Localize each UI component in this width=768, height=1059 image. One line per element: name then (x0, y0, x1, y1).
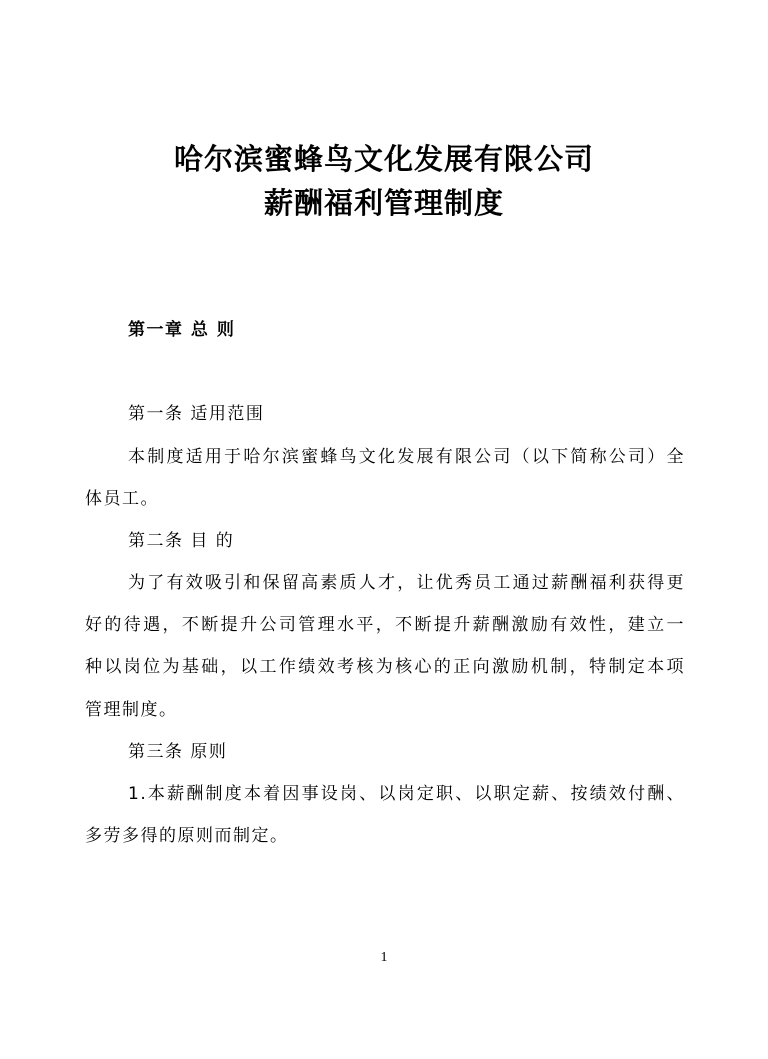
article-1-heading: 第一条 适用范围 (128, 404, 265, 424)
article-2-paragraph-line: 为了有效吸引和保留高素质人才，让优秀员工通过薪酬福利获得更 (128, 573, 685, 593)
document-title-company: 哈尔滨蜜蜂鸟文化发展有限公司 (173, 142, 594, 176)
chapter-heading: 第一章 总 则 (128, 320, 236, 340)
article-3-paragraph-line: 多劳多得的原则而制定。 (85, 826, 289, 846)
article-2-heading: 第二条 目 的 (128, 531, 235, 551)
page-number: 1 (380, 950, 388, 965)
article-1-paragraph-line: 本制度适用于哈尔滨蜜蜂鸟文化发展有限公司（以下简称公司）全 (128, 447, 685, 467)
document-title-policy: 薪酬福利管理制度 (263, 186, 504, 220)
article-3-paragraph-line: 1.本薪酬制度本着因事设岗、以岗定职、以职定薪、按绩效付酬、 (128, 784, 685, 804)
article-2-paragraph-line: 种以岗位为基础，以工作绩效考核为核心的正向激励机制，特制定本项 (85, 657, 685, 677)
article-3-heading: 第三条 原则 (128, 742, 228, 762)
article-2-paragraph-line: 管理制度。 (85, 700, 178, 720)
article-1-paragraph-line: 体员工。 (85, 489, 159, 509)
article-2-paragraph-line: 好的待遇，不断提升公司管理水平，不断提升薪酬激励有效性，建立一 (85, 615, 685, 635)
